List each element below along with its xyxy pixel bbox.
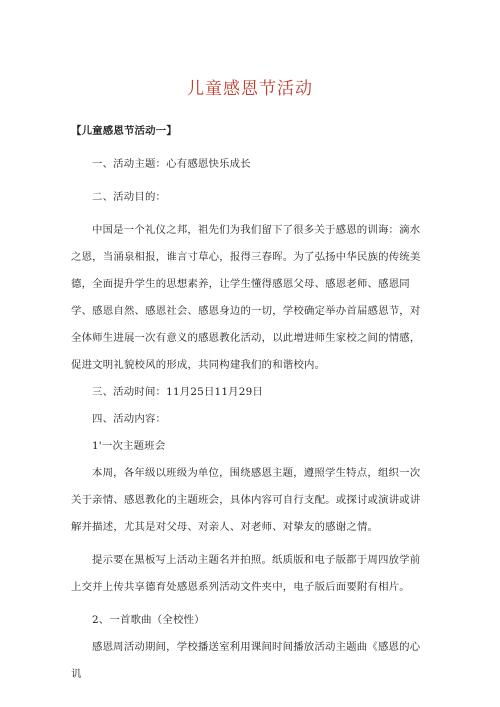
item1-heading: 1'一次主题班会: [92, 440, 166, 452]
content-heading: 四、活动内容：: [92, 413, 167, 425]
item1-paragraph: 本周，各年级以班级为单位，围绕感恩主题，遵照学生特点，组织一次关于亲情、感恩教化的主题班会，具体内容可自行支配。或探讨或演讲或讲解并描述，尤其是对父母、对亲人、对老师、对挚友的感谢之情。: [71, 467, 421, 533]
item1-note: 提示要在黑板写上活动主题名并拍照。纸质版和电子版都于周四放学前上交并上传共享德育处感恩系列活动文件夹中，电子版后面要附有相片。: [71, 554, 421, 593]
activity-time: 三、活动时间：11月25日11月29日: [92, 386, 263, 398]
purpose-paragraph: 中国是一个礼仪之邦，祖先们为我们留下了很多关于感恩的训诲：滴水之恩，当涌泉相报，谁言寸草心，报得三春晖。为了弘扬中华民族的传统美德，全面提升学生的思想素养，让学生懂得感恩父母、感恩老师、感恩同学、感恩自然、感恩社会、感恩身边的一切，学校确定举办首届感恩节，对全体师生进展一次有意义的感恩教化活动，以此增进师生家校之间的情感，促进文明礼貌校风的形成，共同构建我们的和谐校内。: [71, 224, 421, 371]
item2-heading: 2、一首歌曲（全校性）: [92, 614, 205, 626]
document-body: [71, 118, 429, 688]
document-title: 儿童感恩节活动: [187, 79, 313, 99]
section-heading: 【儿童感恩节活动一】: [71, 125, 177, 137]
activity-theme: 一、活动主题：心有感恩快乐成长: [92, 158, 251, 170]
purpose-heading: 二、活动目的：: [92, 191, 167, 203]
item2-paragraph: 感恩周活动期间，学校播送室利用课间时间播放活动主题曲《感恩的心讥: [71, 641, 421, 680]
